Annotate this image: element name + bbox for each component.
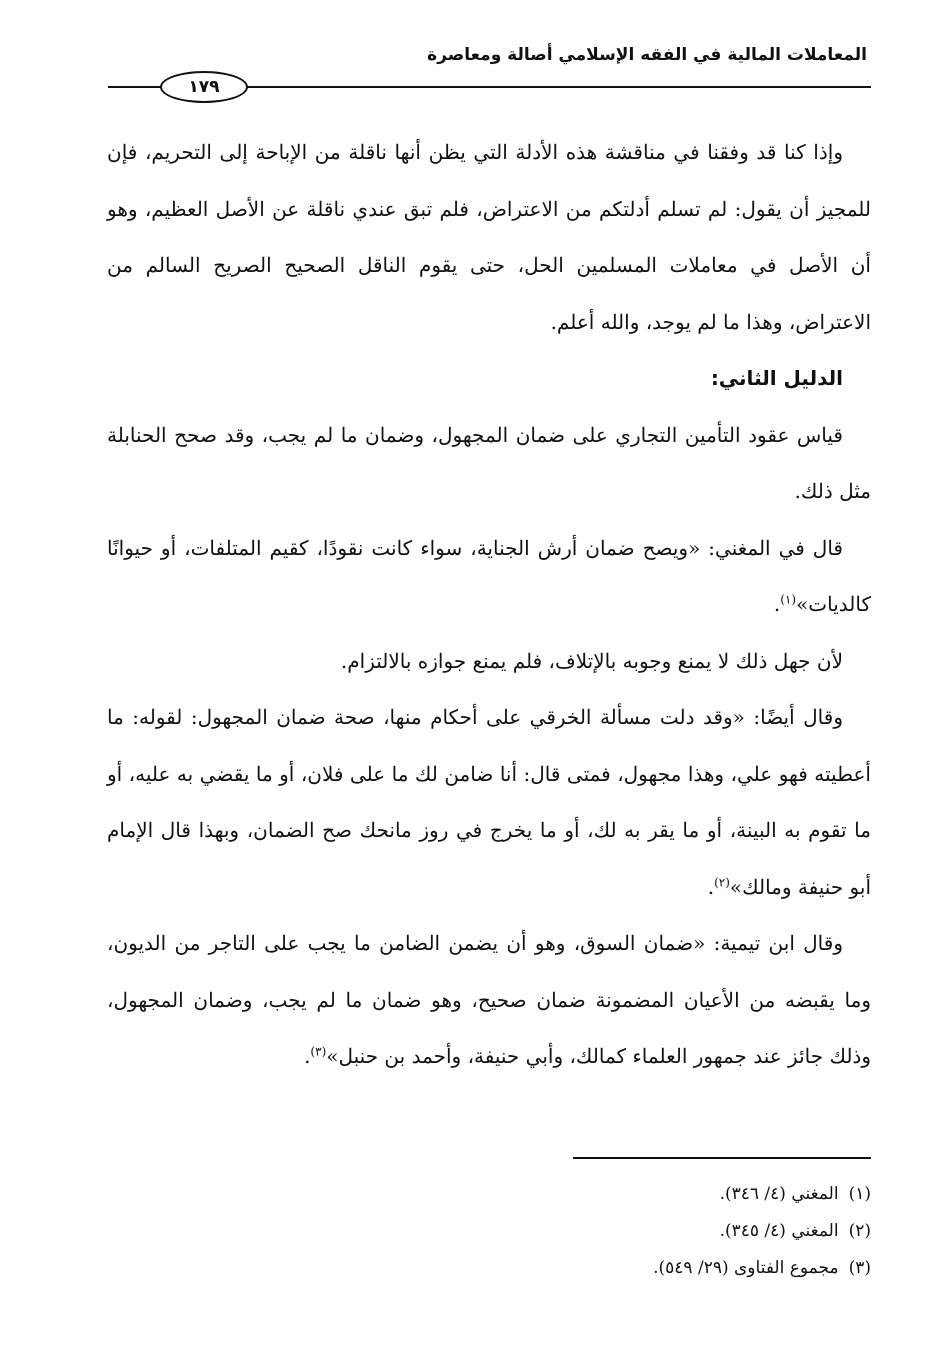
footnote-ref-2: (٢) <box>714 874 730 889</box>
paragraph-3-end: . <box>773 592 781 616</box>
footnote-2-number: (٢) <box>848 1221 871 1241</box>
footnotes <box>371 1176 871 1287</box>
paragraph-1-text: وإذا كنا قد وفقنا في مناقشة هذه الأدلة التي يظن أنها ناقلة من الإباحة إلى التحريم، فإن للمجيز أن يقول: لم تسلم أدلتكم من الاعتراض، فلم تبق عندي ناقلة عن الأصل العظيم، وهو أن الأصل في معاملات المسلمين الحل، حتى يقوم الناقل الصحيح الصريح السالم من الاعتراض، وهذا ما لم يوجد، والله أعلم. <box>107 140 871 334</box>
footnote-1-text: المغني (٤/ ٣٤٦). <box>719 1184 839 1204</box>
main-text <box>107 124 871 1085</box>
footnote-3-number: (٣) <box>848 1258 871 1278</box>
paragraph-4 <box>107 633 871 690</box>
paragraph-3-text: قال في المغني: «ويصح ضمان أرش الجناية، سواء كانت نقودًا، كقيم المتلفات، أو حيوانًا كالديات» <box>107 535 871 616</box>
footnote-1 <box>371 1176 871 1213</box>
paragraph-2 <box>107 407 871 520</box>
page-number-badge: ١٧٩ <box>160 71 248 103</box>
footnote-ref-1: (١) <box>780 592 797 607</box>
paragraph-1 <box>107 124 871 350</box>
footnote-2-text: المغني (٤/ ٣٤٥). <box>719 1221 839 1241</box>
paragraph-2-text: قياس عقود التأمين التجاري على ضمان المجهول، وضمان ما لم يجب، وقد صحح الحنابلة مثل ذلك. <box>107 422 871 503</box>
footnote-ref-3: (٣) <box>310 1044 327 1059</box>
paragraph-5-end: . <box>707 874 715 899</box>
running-header-title: المعاملات المالية في الفقه الإسلامي أصالة ومعاصرة <box>427 45 867 65</box>
section-heading: الدليل الثاني: <box>710 366 843 390</box>
paragraph-5-text: وقال أيضًا: «وقد دلت مسألة الخرقي على أحكام منها، صحة ضمان المجهول: لقوله: ما أعطيته فهو علي، وهذا مجهول، فمتى قال: أنا ضامن لك ما على فلان، أو ما يقضي به عليه، أو ما تقوم به البينة، أو ما يقر به لك، أو ما يخرج في روز مانحك صح الضمان، وبهذا قال الإمام أبو حنيفة ومالك» <box>107 705 871 899</box>
footnote-1-number: (١) <box>848 1184 871 1204</box>
paragraph-4-text: لأن جهل ذلك لا يمنع وجوبه بالإتلاف، فلم يمنع جوازه بالالتزام. <box>340 648 843 673</box>
footnote-3 <box>371 1250 871 1287</box>
paragraph-3 <box>107 520 871 633</box>
paragraph-5 <box>107 689 871 915</box>
footnote-2 <box>371 1213 871 1250</box>
paragraph-6 <box>107 915 871 1085</box>
paragraph-6-end: . <box>304 1044 311 1068</box>
footnote-3-text: مجموع الفتاوى (٢٩/ ٥٤٩). <box>653 1258 839 1278</box>
paragraph-6-text: وقال ابن تيمية: «ضمان السوق، وهو أن يضمن الضامن ما يجب على التاجر من الديون، وما يقبضه من الأعيان المضمونة ضمان صحيح، وهو ضمان ما لم يجب، وضمان المجهول، وذلك جائز عند جمهور العلماء كمالك، وأبي حنيفة، وأحمد بن حنبل» <box>107 931 871 1068</box>
footnote-separator <box>573 1157 871 1159</box>
